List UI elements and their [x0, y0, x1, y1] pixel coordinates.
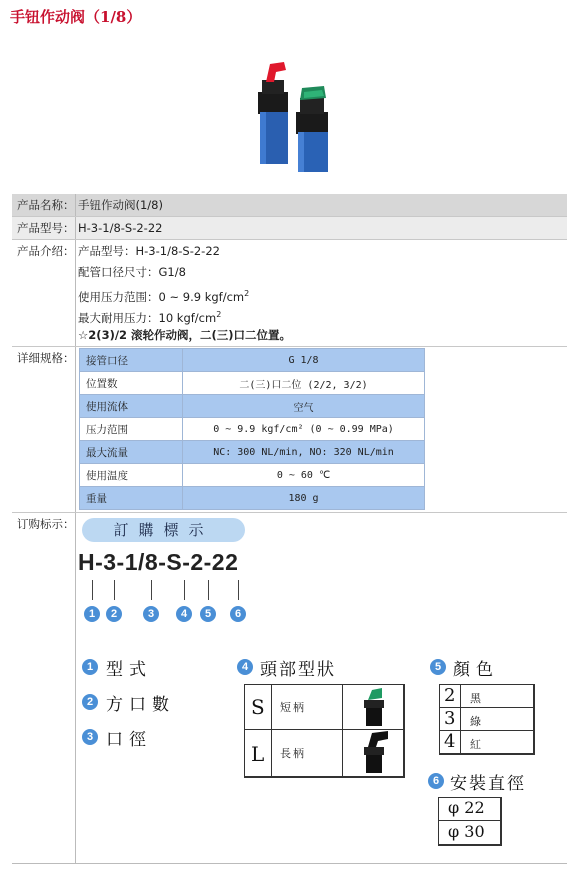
intro-sup: 2 [244, 289, 250, 298]
intro-text: 最大耐用压力：10 kgf/cm [78, 310, 217, 325]
spec-label: 详细规格： [12, 347, 76, 512]
head-name: 短柄 [280, 701, 306, 714]
code-tick [92, 580, 93, 600]
spec-value: 空气 [183, 395, 425, 418]
intro-line [78, 283, 567, 304]
page-title: 手钮作动阀（1/8） [10, 8, 142, 26]
table-row [80, 349, 425, 372]
model-label: 产品型号： [12, 217, 76, 239]
code-number-badge: 1 [84, 606, 100, 622]
intro-line: 配管口径尺寸：G1/8 [78, 265, 186, 279]
spec-value: 0 ~ 9.9 kgf/cm² (0 ~ 0.99 MPa) [183, 418, 425, 441]
code-number-badge: 2 [106, 606, 122, 622]
intro-text: 使用压力范围：0 ~ 9.9 kgf/cm [78, 289, 245, 304]
legend-bore: 口徑 [106, 730, 152, 750]
legend-head-type: 頭部型狀 [260, 660, 336, 680]
legend-badge: 1 [82, 659, 98, 675]
spec-key: 压力范围 [80, 418, 183, 441]
long-handle-icon [358, 731, 390, 775]
code-tick [114, 580, 115, 600]
code-number-badge: 5 [200, 606, 216, 622]
color-code: 3 [444, 708, 456, 729]
head-code: S [251, 695, 265, 719]
legend-badge: 2 [82, 694, 98, 710]
color-code: 2 [444, 685, 456, 706]
legend-badge: 3 [82, 729, 98, 745]
legend-ports: 方口數 [106, 695, 175, 715]
spec-key: 使用流体 [80, 395, 183, 418]
intro-line: 产品型号：H-3-1/8-S-2-22 [78, 244, 220, 258]
code-number-badge: 4 [176, 606, 192, 622]
code-tick [151, 580, 152, 600]
code-tick [238, 580, 239, 600]
spec-key: 使用温度 [80, 464, 183, 487]
table-row [80, 464, 425, 487]
color-name: 綠 [470, 715, 481, 728]
legend-badge: 6 [428, 773, 444, 789]
table-row [80, 487, 425, 510]
legend-color: 顏色 [453, 660, 499, 680]
head-code: L [251, 742, 265, 766]
order-header: 訂購標示 [82, 518, 245, 542]
spec-value: G 1/8 [183, 349, 425, 372]
spec-value: 二(三)口二位 (2/2, 3/2) [183, 372, 425, 395]
table-row [80, 372, 425, 395]
spec-key: 位置数 [80, 372, 183, 395]
product-image [240, 52, 340, 176]
spec-value: NC: 300 NL/min, NO: 320 NL/min [183, 441, 425, 464]
intro-line [78, 304, 567, 325]
code-number-badge: 6 [230, 606, 246, 622]
code-number-badge: 3 [143, 606, 159, 622]
legend-mount-diameter: 安裝直徑 [450, 774, 526, 794]
short-handle-icon [360, 686, 388, 728]
table-row [80, 418, 425, 441]
model-row [12, 217, 567, 240]
intro-label: 产品介绍： [12, 240, 76, 346]
code-tick [208, 580, 209, 600]
spec-table [79, 348, 425, 510]
spec-key: 接管口径 [80, 349, 183, 372]
legend-badge: 4 [237, 659, 253, 675]
table-row [80, 441, 425, 464]
spec-key: 重量 [80, 487, 183, 510]
intro-sup: 2 [216, 310, 222, 319]
model-value: H-3-1/8-S-2-22 [78, 221, 163, 235]
color-code: 4 [444, 731, 456, 752]
spec-key: 最大流量 [80, 441, 183, 464]
table-row [80, 395, 425, 418]
color-name: 黑 [470, 692, 481, 705]
code-tick [184, 580, 185, 600]
order-code: H-3-1/8-S-2-22 [78, 549, 239, 575]
legend-badge: 5 [430, 659, 446, 675]
spec-value: 180 g [183, 487, 425, 510]
name-row [12, 194, 567, 217]
order-label: 订购标示： [12, 513, 76, 863]
head-name: 長柄 [280, 747, 306, 760]
intro-body [78, 241, 567, 346]
intro-row [12, 240, 567, 347]
spec-value: 0 ~ 60 ℃ [183, 464, 425, 487]
diameter-value: φ 30 [448, 822, 485, 841]
name-value: 手钮作动阀(1/8) [78, 198, 163, 212]
name-label: 产品名称： [12, 194, 76, 216]
legend-type: 型式 [106, 660, 152, 680]
intro-line: ☆2(3)/2 滚轮作动阀，二(三)口二位置。 [78, 328, 292, 342]
color-name: 紅 [470, 738, 481, 751]
diameter-value: φ 22 [448, 798, 485, 817]
